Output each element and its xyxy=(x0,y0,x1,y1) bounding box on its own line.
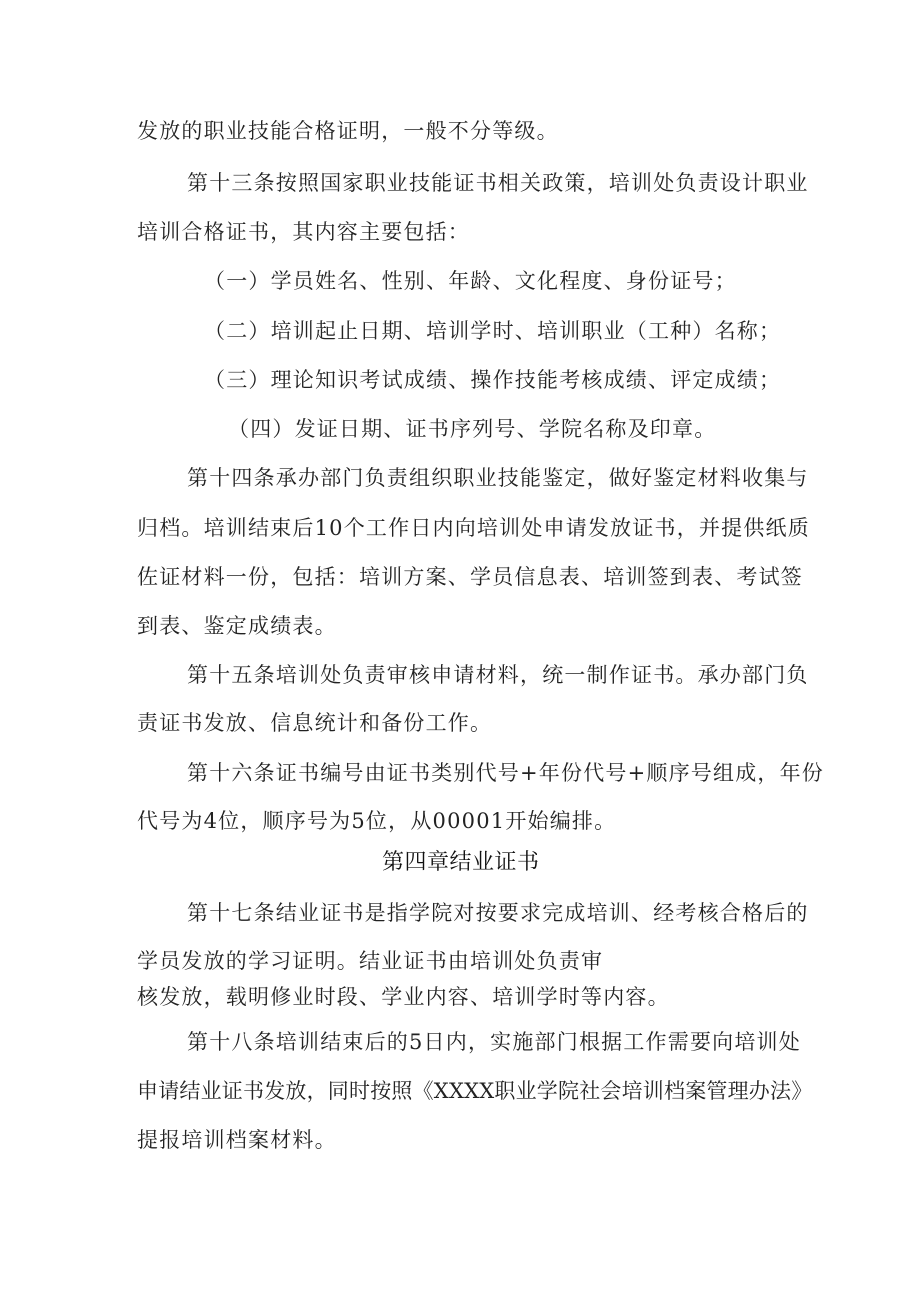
article-17-line-2: 学员发放的学习证明。结业证书由培训处负责审 xyxy=(137,949,604,973)
article-13-line-2: 培训合格证书，其内容主要包括： xyxy=(137,220,470,244)
list-item-4: （四）发证日期、证书序列号、学院名称及印章。 xyxy=(228,417,717,441)
chapter-heading: 第四章结业证书 xyxy=(382,850,540,875)
article-15-line-1: 第十五条培训处负责审核申请材料，统一制作证书。承办部门负 xyxy=(187,663,809,687)
list-item-1: （一）学员姓名、性别、年龄、文化程度、身份证号； xyxy=(204,269,737,293)
article-17-line-1: 第十七条结业证书是指学院对按要求完成培训、经考核合格后的 xyxy=(187,901,809,925)
article-14-line-2: 归档。培训结束后10个工作日内向培训处申请发放证书，并提供纸质 xyxy=(137,516,810,540)
article-16-line-1: 第十六条证书编号由证书类别代号+年份代号+顺序号组成，年份 xyxy=(187,761,824,785)
article-17-line-3: 核发放，载明修业时段、学业内容、培训学时等内容。 xyxy=(137,985,670,1009)
article-15-line-2: 责证书发放、信息统计和备份工作。 xyxy=(137,711,493,735)
article-18-line-2: 申请结业证书发放，同时按照《XXXX职业学院社会培训档案管理办法》 xyxy=(137,1079,813,1103)
article-13-line-1: 第十三条按照国家职业技能证书相关政策，培训处负责设计职业 xyxy=(187,171,809,195)
article-14-line-4: 到表、鉴定成绩表。 xyxy=(137,614,337,638)
article-16-line-2: 代号为4位，顺序号为5位，从00001开始编排。 xyxy=(137,809,617,833)
list-item-2: （二）培训起止日期、培训学时、培训职业（工种）名称； xyxy=(204,319,782,343)
article-18-line-1: 第十八条培训结束后的5日内，实施部门根据工作需要向培训处 xyxy=(187,1030,801,1054)
list-item-3: （三）理论知识考试成绩、操作技能考核成绩、评定成绩； xyxy=(204,368,782,392)
article-14-line-1: 第十四条承办部门负责组织职业技能鉴定，做好鉴定材料收集与 xyxy=(187,466,809,490)
article-14-line-3: 佐证材料一份，包括：培训方案、学员信息表、培训签到表、考试签 xyxy=(137,565,803,589)
article-18-line-3: 提报培训档案材料。 xyxy=(137,1128,337,1152)
body-line: 发放的职业技能合格证明，一般不分等级。 xyxy=(137,119,559,143)
